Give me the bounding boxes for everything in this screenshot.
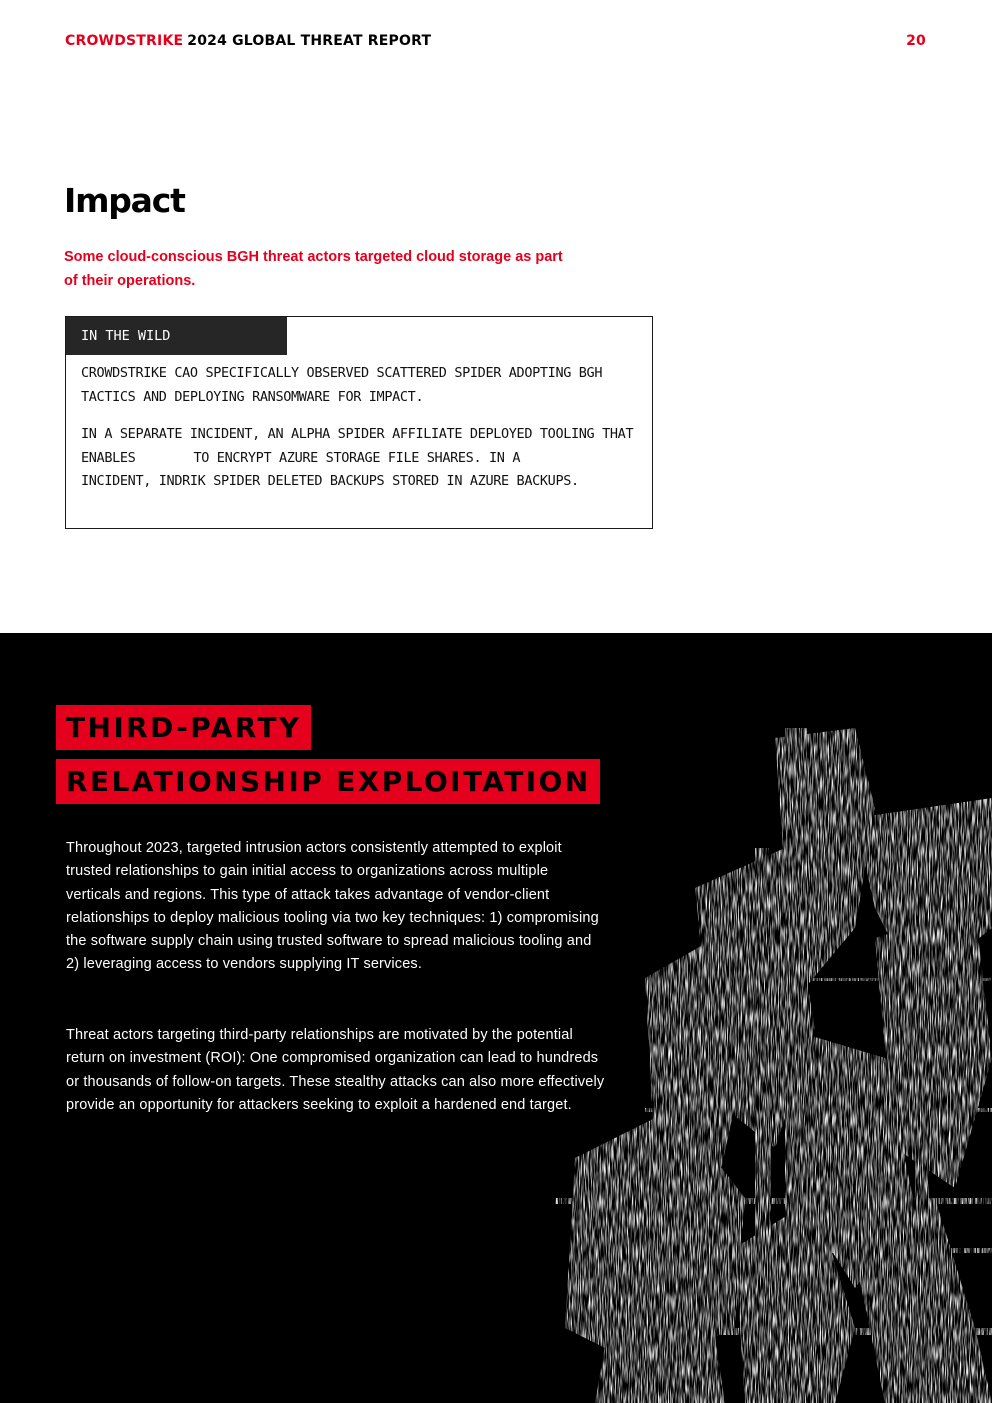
third-party-section xyxy=(0,633,992,1403)
page-header xyxy=(65,33,926,53)
third-party-paragraph-2: Threat actors targeting third-party relationships are motivated by the potential return on investment (ROI): One compromised organization can lead to hundreds or thousands of follow-on targets. These stealthy attacks can also more effectively provide an opportunity for attackers seeking to exploit a hardened end target. xyxy=(66,1027,605,1113)
third-party-paragraph-1: Throughout 2023, targeted intrusion actors consistently attempted to exploit trusted relationships to gain initial access to organizations across multiple verticals and regions. This type of attack takes advantage of vendor-client relationships to deploy malicious tooling via two key techniques: 1) compromising the software supply chain using trusted software to spread malicious tooling and 2) leveraging access to vendors supplying IT services. xyxy=(66,840,599,973)
brand-name: CROWDSTRIKE xyxy=(65,33,184,49)
section-title-line-1: THIRD-PARTY xyxy=(56,705,311,750)
in-the-wild-paragraph-2 xyxy=(81,423,646,494)
in-the-wild-paragraph-2-part-2: TO ENCRYPT AZURE STORAGE FILE SHARES. IN A xyxy=(193,449,521,466)
in-the-wild-paragraph-1: CROWDSTRIKE CAO SPECIFICALLY OBSERVED SCATTERED SPIDER ADOPTING BGH TACTICS AND DEPLOYING RANSOMWARE FOR IMPACT. xyxy=(81,365,603,405)
report-title: 2024 GLOBAL THREAT REPORT xyxy=(187,33,432,49)
in-the-wild-box xyxy=(65,316,653,529)
in-the-wild-label: IN THE WILD xyxy=(66,317,287,355)
page-number: 20 xyxy=(906,33,926,49)
glitch-spider-artwork xyxy=(555,728,992,1403)
in-the-wild-paragraph-2-part-1: IN A SEPARATE INCIDENT, AN ALPHA SPIDER AFFILIATE DEPLOYED TOOLING THAT ENABLES xyxy=(81,426,634,466)
impact-heading: Impact xyxy=(64,181,185,220)
section-title-line-2: RELATIONSHIP EXPLOITATION xyxy=(56,759,600,804)
in-the-wild-paragraph-2-part-3: INCIDENT, INDRIK SPIDER DELETED BACKUPS STORED IN AZURE BACKUPS. xyxy=(81,473,579,489)
impact-subtitle: Some cloud-conscious BGH threat actors targeted cloud storage as part of their operations. xyxy=(64,249,563,289)
